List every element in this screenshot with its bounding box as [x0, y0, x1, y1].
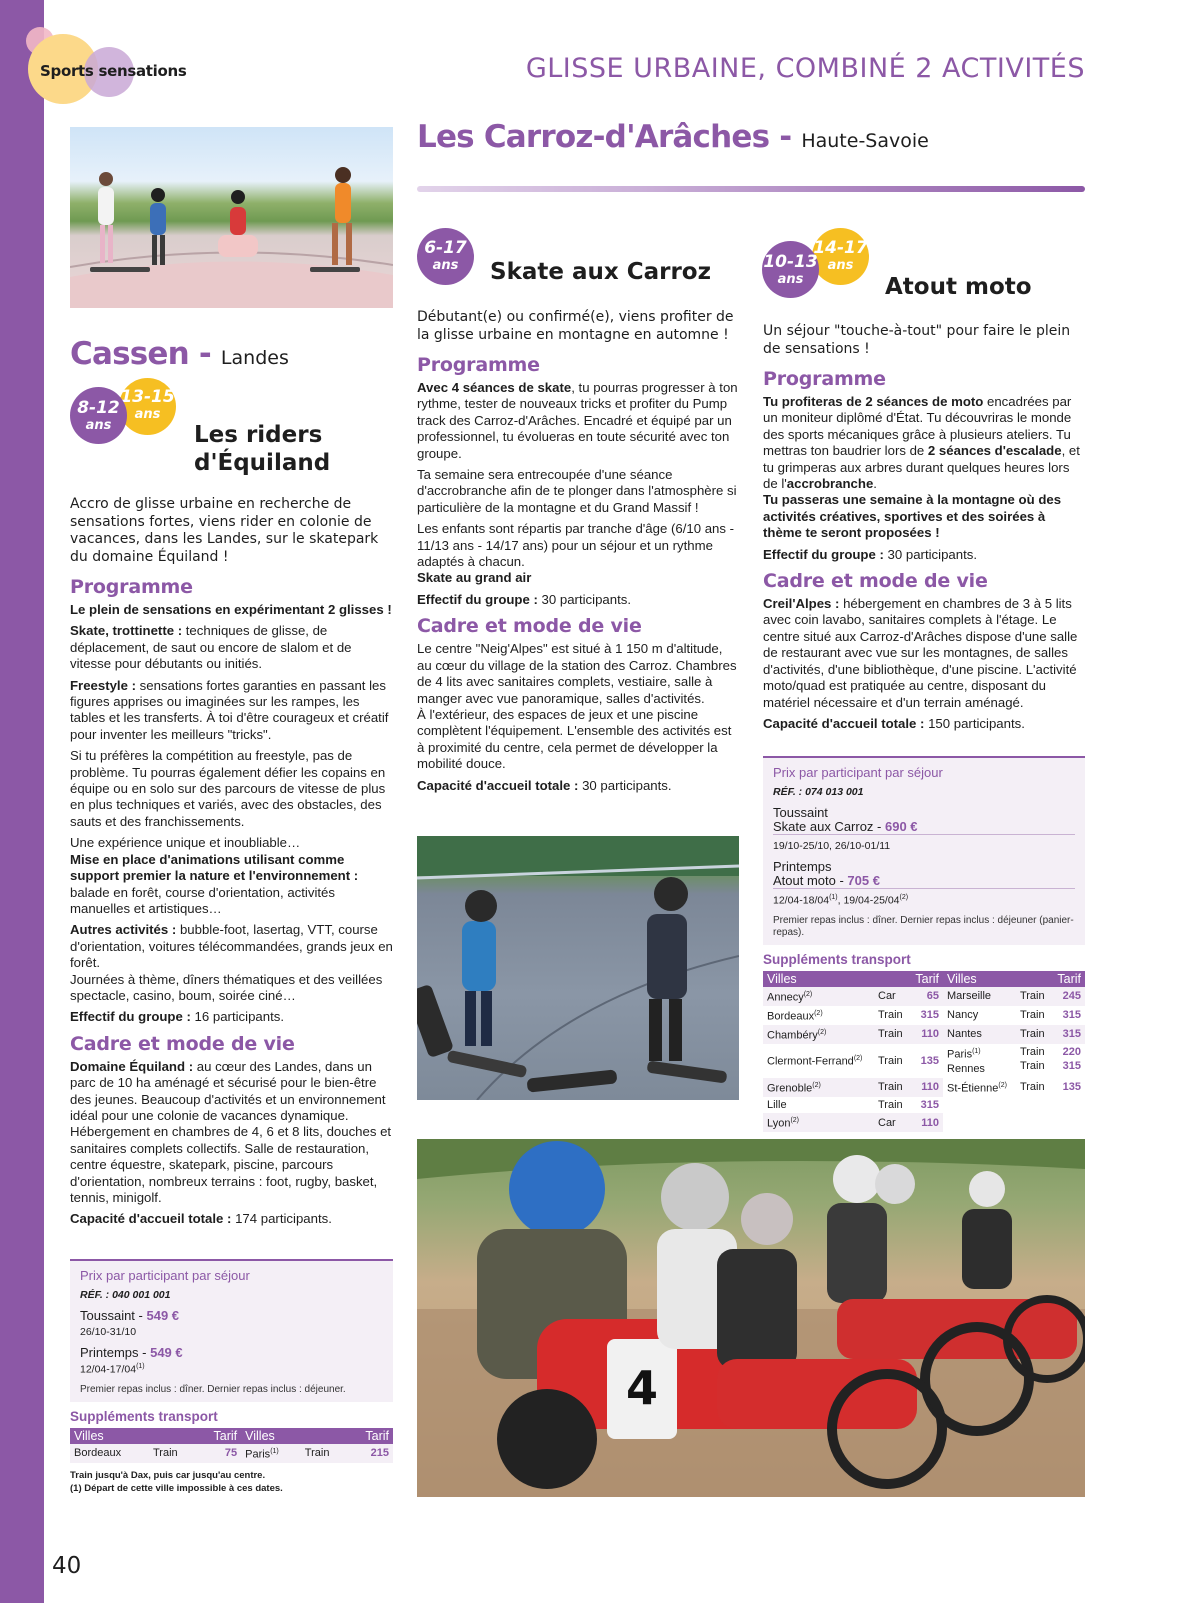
cassen-price-toussaint: Toussaint - 549 €: [80, 1308, 180, 1323]
moto-price-toussaint-dates: 19/10-25/10, 26/10-01/11: [773, 840, 891, 852]
cassen-transport-title: Suppléments transport: [70, 1408, 218, 1424]
main-title-region: Haute-Savoie: [801, 130, 929, 152]
age-badge-8-12-text: 8-12 ans: [77, 398, 120, 433]
skate-title: Skate aux Carroz: [490, 259, 711, 285]
age-badge-14-17-text: 14-17 ans: [813, 238, 868, 273]
cassen-programme-text: Le plein de sensations en expérimentant 2 glisses ! Skate, trottinette : techniques de glisse, de déplacement, de saut ou encore de slalom et de vitesse pour débutants ou initiés. Freestyle : sensations fortes garanties en passant les figures apprises ou imaginées sur les rampes, les tables et les transferts. À toi d'être courageux et créatif pour inventer les meilleurs "tricks". Si tu préfères la compétition au freestyle, pas de problème. Tu pourras également défier les copains en équipe ou en solo sur des parcours de vitesse de plus en plus techniques et variés, avec des obstacles, des sauts et des franchissements. Une expérience unique et inoubliable… Mise en place d'animations utilisant comme support premier la nature et l'environnement : balade en forêt, course d'orientation, activités manuelles et artistiques… Autres activités : bubble-foot, lasertag, VTT, course d'orientation, voitures télécommandées, grands jeux en forêt. Journées à thème, dîners thématiques et des veillées spectacle, casino, boum, soirée ciné… Effectif du groupe : 16 participants.: [70, 602, 393, 1025]
skatepark-kids-photo: [70, 127, 393, 308]
table-row: Clermont-Ferrand$^{(2)}$ Train 135 Paris$^{(1)}$ Rennes Train Train 220 315: [767, 1045, 1081, 1076]
cassen-column: [70, 496, 395, 1233]
moto-column: [763, 323, 1085, 737]
table-row: Grenoble$^{(2)}$ Train 110 St-Étienne$^{(2)}$ Train 135: [763, 1078, 1085, 1097]
cassen-cadre-text: Domaine Équiland : au cœur des Landes, dans un parc de 10 ha aménagé et sécurisé pour le bien-être des jeunes. Beaucoup d'activités et un environnement idéal pour une colonie de vacances dynamique. Hébergement en chambres de 4, 6 et 8 lits, douches et sanitaires complets collectifs. Salle de restauration, centre équestre, skatepark, piscine, parcours d'orientation, nombreux terrains : foot, rugby, basket, tennis, minigolf. Capacité d'accueil totale : 174 participants.: [70, 1058, 392, 1227]
cassen-price-ref: RÉF. : 040 001 001: [80, 1289, 171, 1301]
divider: [773, 888, 1075, 889]
moto-programme-heading: Programme: [763, 368, 886, 390]
cassen-transport-table: Villes Tarif Villes Tarif Bordeaux Train 75 Paris$^{(1)}$ Train 215: [70, 1428, 393, 1463]
table-row: Lille Train 315: [767, 1098, 940, 1111]
cassen-title-region: Landes: [220, 347, 289, 369]
skate-kids-photo: [417, 836, 739, 1100]
skate-column: [417, 309, 739, 799]
moto-intro: Un séjour "touche-à-tout" pour faire le plein de sensations !: [763, 323, 1071, 357]
cassen-title: [70, 336, 289, 372]
moto-price-label: Prix par participant par séjour: [773, 765, 943, 780]
moto-price-ref: RÉF. : 074 013 001: [773, 786, 864, 798]
top-title: GLISSE URBAINE, COMBINÉ 2 ACTIVITÉS: [525, 53, 1085, 84]
moto-transport-title: Suppléments transport: [763, 951, 911, 967]
table-row: Annecy$^{(2)}$ Car 65 Marseille Train 245: [763, 987, 1085, 1006]
moto-price-toussaint: Toussaint Skate aux Carroz - 690 €: [773, 805, 918, 834]
skate-programme-text: Avec 4 séances de skate, tu pourras progresser à ton rythme, tester de nouveaux tricks et profiter du Pump track des Carroz-d'Arâches. Encadré et équipé par un professionnel, tu évolueras en toute sécurité avec ton groupe. Ta semaine sera entrecoupée d'une séance d'accrobranche afin de te plonger dans l'atmosphère si particulière de la montagne et du Grand Massif ! Les enfants sont répartis par tranche d'âge (6/10 ans - 11/13 ans - 14/17 ans) pour un séjour et un rythme adaptés à chacun. Skate au grand air Effectif du groupe : 30 participants.: [417, 380, 738, 607]
cassen-price-label: Prix par participant par séjour: [80, 1268, 250, 1283]
moto-price-printemps: Printemps Atout moto - 705 €: [773, 859, 880, 888]
moto-cadre-text: Creil'Alpes : hébergement en chambres de 3 à 5 lits avec coin lavabo, sanitaires complets à l'étage. Le centre situé aux Carroz-d'Arâches dispose d'une salle de restaurant avec vue sur les montagnes, de salles d'activités, d'une bibliothèque, d'une piscine. L'activité moto/quad est pratiquée au centre, disposant du matériel nécessaire et d'un terrain aménagé. Capacité d'accueil totale : 150 participants.: [763, 596, 1078, 731]
page-number: 40: [52, 1553, 82, 1579]
moto-price-note: Premier repas inclus : dîner. Dernier repas inclus : déjeuner (panier-repas).: [773, 914, 1074, 938]
cassen-cadre-heading: Cadre et mode de vie: [70, 1032, 295, 1055]
cassen-programme-heading: Programme: [70, 576, 193, 598]
skate-programme-heading: Programme: [417, 354, 540, 376]
cassen-subtitle: Les riders d'Équiland: [194, 422, 331, 476]
table-row: Bordeaux Train 75 Paris$^{(1)}$ Train 215: [70, 1444, 393, 1463]
cassen-price-note: Premier repas inclus : dîner. Dernier repas inclus : déjeuner.: [80, 1383, 346, 1395]
moto-cadre-heading: Cadre et mode de vie: [763, 570, 988, 593]
moto-transport-table: Villes Tarif Villes Tarif Annecy$^{(2)}$ Car 65 Marseille Train 245 Bordeaux$^{(2)}$ Train 315 Nancy Train 315 Chambéry$^{(2)}$ Train 110 Nantes Train 315 Clermont-Ferrand$^{(2)}$ Train 135 Paris$^{(1)}$ Rennes Train Train 220 315 Grenoble$^{(2)}$ Train 110 St-Étienne$^{(2)}$ Train 135 Lille Train 315 Lyon$^{(2)}$ Car 110: [763, 971, 1085, 1133]
table-row: Chambéry$^{(2)}$ Train 110 Nantes Train 315: [763, 1025, 1085, 1044]
cassen-intro: Accro de glisse urbaine en recherche de sensations fortes, viens rider en colonie de vacances, dans les Landes, sur le skatepark du domaine Équiland !: [70, 496, 379, 565]
moto-title: Atout moto: [885, 274, 1032, 300]
age-badge-10-13-text: 10-13 ans: [763, 252, 818, 287]
cassen-title-name: Cassen -: [70, 336, 221, 372]
age-badge-6-17-text: 6-17 ans: [424, 238, 467, 273]
main-title-name: Les Carroz-d'Arâches -: [417, 119, 802, 155]
main-title: [417, 119, 929, 155]
table-row: Lyon$^{(2)}$ Car 110: [763, 1113, 1085, 1132]
cassen-transport-footnote: Train jusqu'à Dax, puis car jusqu'au centre. (1) Départ de cette ville impossible à ces dates.: [70, 1469, 283, 1494]
skate-intro: Débutant(e) ou confirmé(e), viens profiter de la glisse urbaine en montagne en automne !: [417, 309, 734, 343]
section-label: Sports sensations: [40, 62, 187, 80]
title-divider: [417, 186, 1085, 192]
left-color-band: [0, 0, 44, 1603]
svg-text:4: 4: [625, 1361, 659, 1415]
age-badge-13-15-text: 13-15 ans: [120, 387, 175, 422]
moto-price-box: [763, 756, 1085, 1151]
table-row: Bordeaux$^{(2)}$ Train 315 Nancy Train 315: [767, 1008, 1081, 1023]
skate-cadre-heading: Cadre et mode de vie: [417, 615, 642, 638]
cassen-price-box: [70, 1259, 393, 1495]
cassen-price-printemps-dates: 12/04-17/04$^{(1)}$: [80, 1363, 145, 1376]
moto-programme-text: Tu profiteras de 2 séances de moto encadrées par un moniteur diplômé d'État. Tu découvriras le monde des sports mécaniques grâce à plusieurs ateliers. Tu mettras ton baudrier lors de 2 séances d'escalade, et tu grimperas aux arbres durant quelques heures lors de l'accrobranche. Tu passeras une semaine à la montagne où des activités créatives, sportives et des soirées à thème te seront proposées ! Effectif du groupe : 30 participants.: [763, 394, 1080, 562]
moto-price-printemps-dates: 12/04-18/04$^{(1)}$, 19/04-25/04$^{(2)}$: [773, 894, 909, 907]
divider: [773, 834, 1075, 835]
motocross-kids-photo: [417, 1139, 1085, 1497]
cassen-price-toussaint-dates: 26/10-31/10: [80, 1326, 137, 1338]
cassen-price-printemps: Printemps - 549 €: [80, 1345, 183, 1360]
skate-cadre-text: Le centre "Neig'Alpes" est situé à 1 150 m d'altitude, au cœur du village de la station des Carroz. Chambres de 4 lits avec sanitaires complets, vestiaire, salle à manger avec vue panoramique, salles d'activités. À l'extérieur, des espaces de jeux et une piscine complètent l'équipement. L'ensemble des activités est à proximité du centre, cela permet de développer la mobilité douce. Capacité d'accueil totale : 30 participants.: [417, 641, 737, 793]
